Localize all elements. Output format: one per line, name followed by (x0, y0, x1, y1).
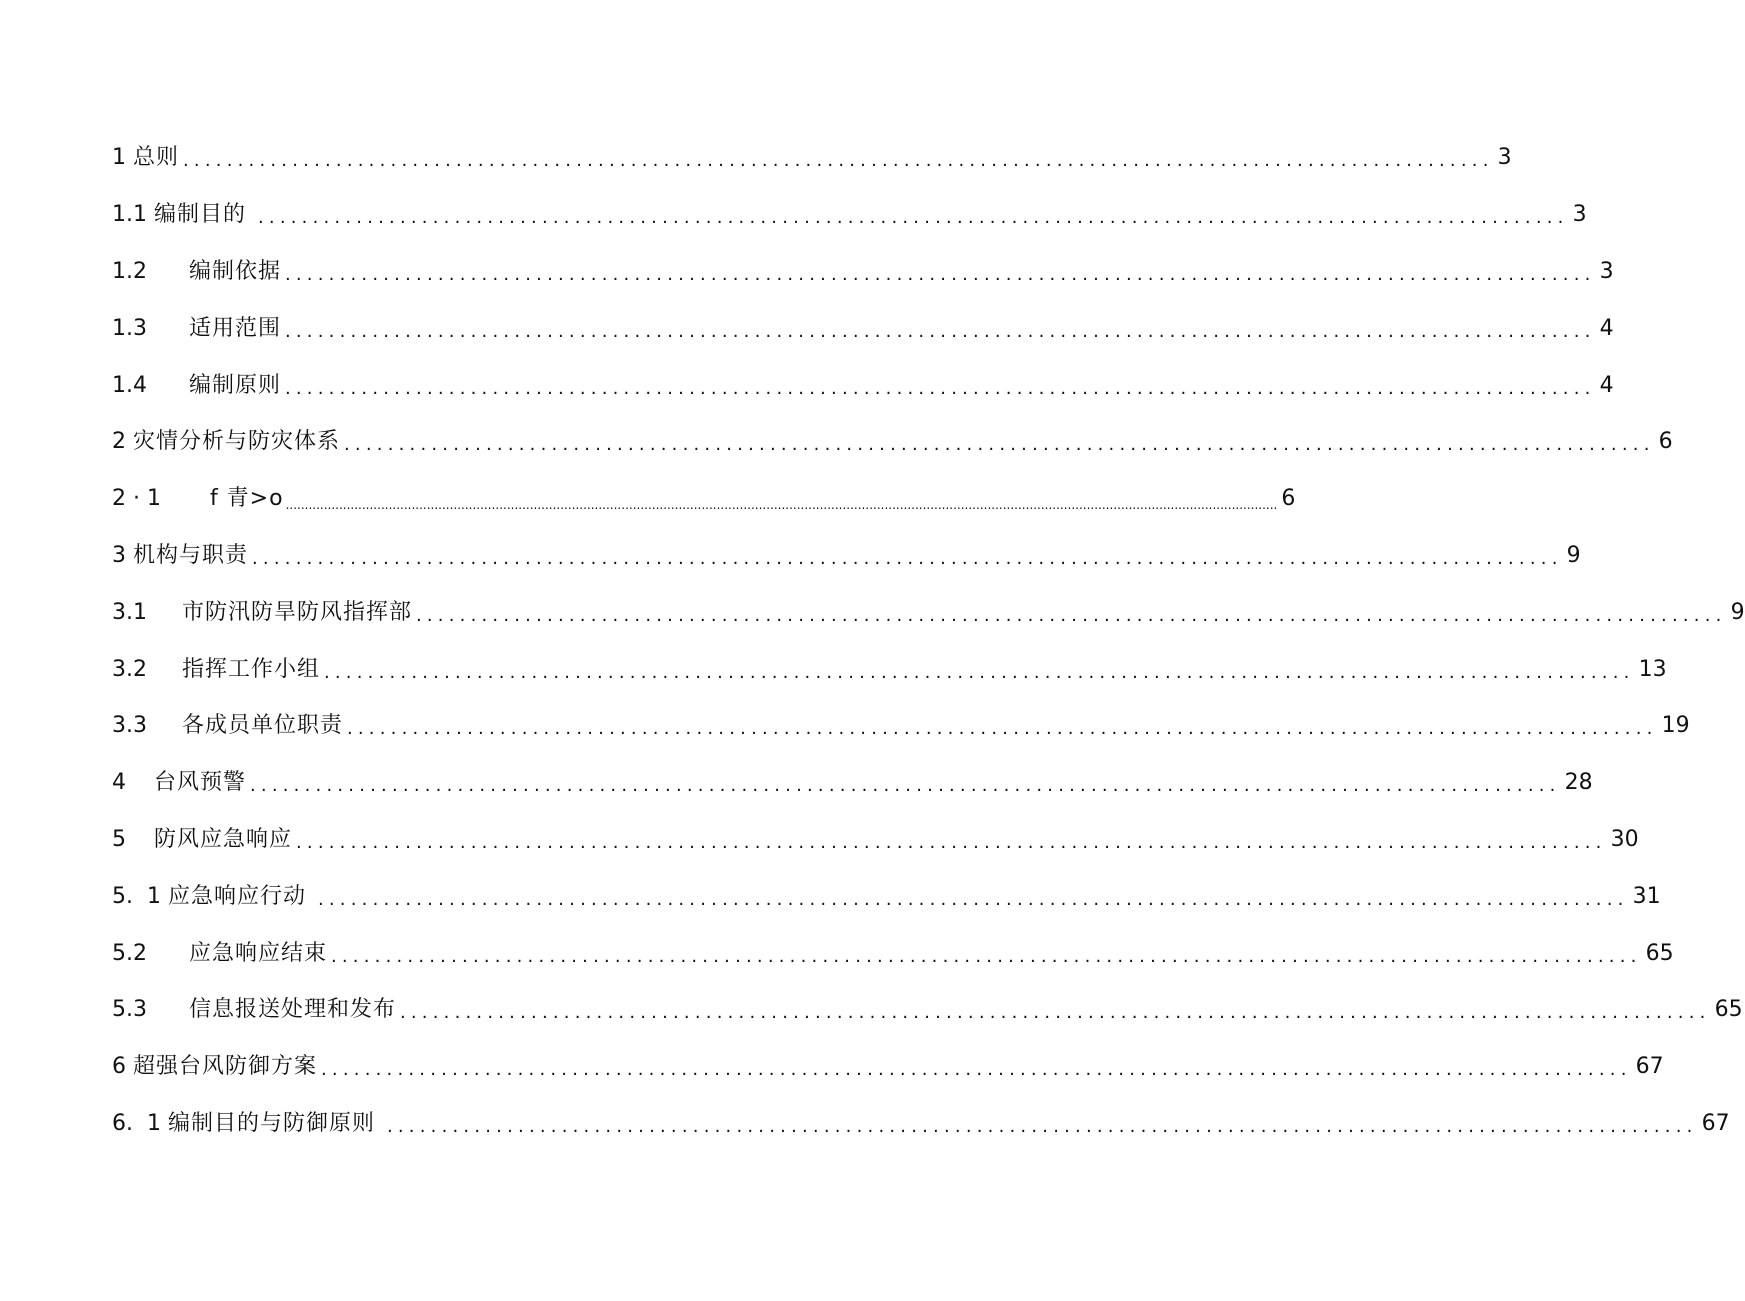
toc-entry-page: 19 (1661, 713, 1690, 739)
toc-entry-number: 4 (112, 770, 154, 796)
toc-entry-text (112, 258, 281, 284)
toc-entry-title: 超强台风防御方案 (133, 1054, 318, 1080)
toc-entry-text (112, 599, 412, 625)
toc-entry-title: 机构与职责 (133, 542, 249, 568)
toc-leader-dots: ........................................................................................................................ (250, 775, 1561, 797)
toc-entry-text (112, 1110, 383, 1136)
toc-entry-number: 1.3 (112, 315, 189, 341)
toc-entry-title: 各成员单位职责 (181, 713, 343, 739)
toc-entry-page: 9 (1730, 599, 1745, 625)
toc-entry[interactable] (112, 1039, 1664, 1096)
toc-entry-page: 4 (1599, 372, 1614, 398)
toc-entry-title: 总则 (133, 145, 180, 171)
toc-entry-text (112, 999, 396, 1021)
toc-entry[interactable] (112, 641, 1667, 698)
toc-entry-title: 编制目的 (153, 202, 254, 228)
toc-entry[interactable] (112, 698, 1690, 755)
toc-leader-dots: ........................................................................................................................ (415, 604, 1727, 626)
toc-entry-page: 65 (1645, 940, 1674, 966)
toc-leader-dots: ........................................................................................................................ (183, 150, 1494, 172)
toc-entry-number: 3.3 (112, 713, 182, 739)
toc-entry-page: 6 (1281, 486, 1296, 512)
toc-entry-title: 应急响应结束 (188, 940, 327, 966)
toc-entry-text (112, 431, 340, 453)
toc-entry-number: 3 (112, 542, 133, 568)
toc-leader-dots: ........................................................................................................................ (323, 661, 1635, 683)
toc-entry-title: 市防汛防旱防风指挥部 (181, 599, 412, 625)
toc-leader-dots: ........................................................................................................................ (317, 888, 1629, 910)
toc-leader-dots: ........................................................................................................................ (284, 320, 1596, 342)
toc-entry-number: 1 (112, 145, 133, 171)
toc-entry-text (112, 147, 179, 169)
toc-entry-page: 31 (1632, 883, 1661, 909)
toc-entry-number: 6. 1 (112, 1110, 168, 1136)
toc-leader-dots: ........................................................................................................................ (321, 1059, 1632, 1081)
toc-entry-title: 信息报送处理和发布 (188, 997, 396, 1023)
toc-entry-page: 13 (1638, 656, 1667, 682)
toc-entry-page: 3 (1497, 145, 1512, 171)
toc-entry-number: 2 · 1 (112, 486, 210, 512)
toc-entry-page: 9 (1566, 542, 1581, 568)
toc-entry[interactable] (112, 1096, 1730, 1153)
toc-entry[interactable] (112, 528, 1581, 585)
toc-leader-dots: ........................................................................................................................ (284, 377, 1596, 399)
toc-entry-text (112, 1056, 317, 1078)
toc-leader-dots: .................................................................................................................................................................................................................................................................... (285, 498, 1278, 513)
toc-entry-title: 防风应急响应 (153, 826, 292, 852)
toc-entry-number: 5.3 (112, 997, 189, 1023)
toc-entry-title: 适用范围 (188, 315, 281, 341)
toc-entry[interactable] (112, 471, 1296, 528)
toc-leader-dots: ........................................................................................................................ (252, 547, 1563, 569)
toc-entry-text (112, 488, 284, 510)
toc-entry-number: 1.2 (112, 258, 189, 284)
toc-entry-page: 4 (1599, 315, 1614, 341)
toc-leader-dots: ........................................................................................................................ (296, 831, 1607, 853)
toc-entry-page: 28 (1564, 770, 1593, 796)
toc-entry-page: 3 (1572, 202, 1587, 228)
toc-entry[interactable] (112, 982, 1743, 1039)
toc-entry-number: 5. 1 (112, 883, 168, 909)
toc-entry[interactable] (112, 812, 1639, 869)
toc-entry-number: 1.1 (112, 202, 154, 228)
toc-leader-dots: ........................................................................................................................ (399, 1002, 1711, 1024)
toc-entry[interactable] (112, 755, 1593, 812)
toc-entry-title: 指挥工作小组 (181, 656, 320, 682)
toc-entry-number: 3.2 (112, 656, 182, 682)
toc-entry-title: 编制原则 (188, 372, 281, 398)
toc-entry[interactable] (112, 868, 1661, 925)
toc-entry-text (112, 656, 320, 682)
table-of-contents (112, 130, 1745, 1152)
toc-entry-number: 3.1 (112, 599, 182, 625)
toc-entry-page: 65 (1714, 997, 1743, 1023)
toc-entry[interactable] (112, 300, 1614, 357)
toc-entry[interactable] (112, 130, 1512, 187)
toc-entry-page: 3 (1599, 258, 1614, 284)
toc-leader-dots: ........................................................................................................................ (284, 263, 1596, 285)
toc-leader-dots: ........................................................................................................................ (257, 207, 1569, 229)
toc-entry-page: 6 (1658, 429, 1673, 455)
toc-leader-dots: ........................................................................................................................ (330, 945, 1642, 967)
toc-entry-text (112, 315, 281, 341)
toc-entry-text (112, 826, 292, 852)
toc-entry-text (112, 204, 254, 226)
toc-entry-number: 6 (112, 1054, 133, 1080)
toc-entry-text (112, 715, 343, 737)
toc-entry-text (112, 883, 314, 909)
toc-entry-number: 2 (112, 429, 133, 455)
toc-leader-dots: ........................................................................................................................ (344, 434, 1655, 456)
toc-entry-number: 5.2 (112, 940, 189, 966)
toc-entry-text (112, 940, 327, 966)
toc-entry[interactable] (112, 925, 1674, 982)
toc-entry-page: 67 (1635, 1054, 1664, 1080)
toc-entry-text (112, 542, 249, 568)
toc-leader-dots: ........................................................................................................................ (346, 718, 1658, 740)
toc-entry-text (112, 772, 246, 794)
toc-entry-page: 30 (1610, 826, 1639, 852)
toc-entry-title: 台风预警 (153, 770, 246, 796)
toc-entry-number: 5 (112, 826, 154, 852)
toc-entry-title: 应急响应行动 (167, 883, 314, 909)
toc-entry[interactable] (112, 357, 1614, 414)
toc-entry-title: 编制依据 (188, 258, 281, 284)
toc-entry[interactable] (112, 414, 1673, 471)
toc-entry-page: 67 (1701, 1110, 1730, 1136)
toc-entry[interactable] (112, 244, 1614, 301)
toc-leader-dots: ........................................................................................................................ (386, 1115, 1698, 1137)
toc-entry-title: 灾情分析与防灾体系 (133, 429, 341, 455)
toc-entry-title: 编制目的与防御原则 (167, 1110, 383, 1136)
toc-entry-text (112, 372, 281, 398)
toc-entry[interactable] (112, 187, 1587, 244)
toc-entry-title: f 青>o (209, 486, 284, 512)
toc-entry-number: 1.4 (112, 372, 189, 398)
toc-entry[interactable] (112, 584, 1745, 641)
